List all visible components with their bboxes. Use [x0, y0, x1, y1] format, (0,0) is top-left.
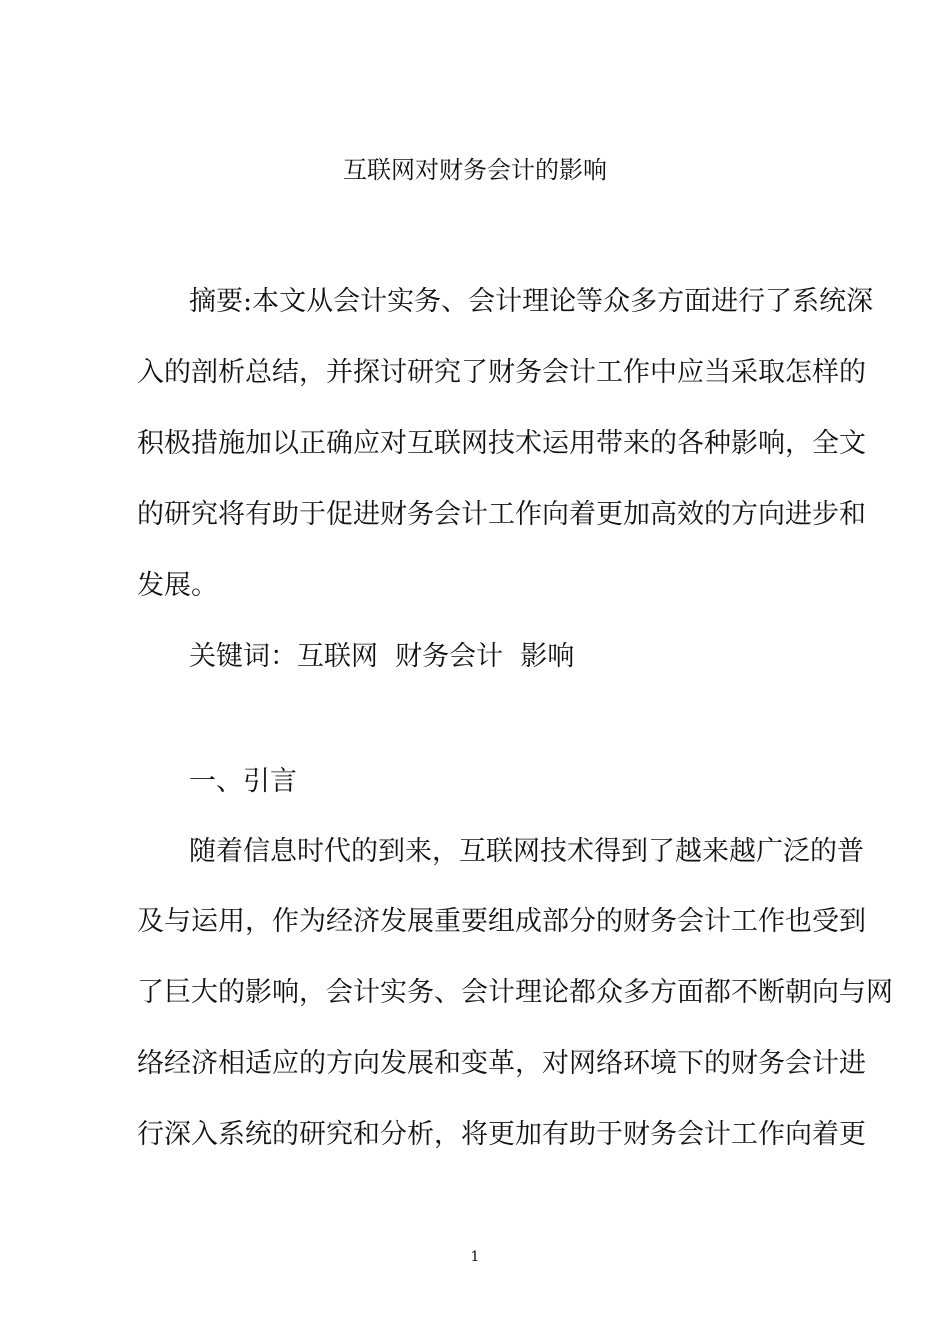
intro-line: 行深入系统的研究和分析，将更加有助于财务会计工作向着更 — [137, 1119, 866, 1150]
document-title: 互联网对财务会计的影响 — [343, 156, 607, 184]
abstract-line: 发展。 — [137, 570, 218, 601]
intro-line: 了巨大的影响，会计实务、会计理论都众多方面都不断朝向与网 — [137, 977, 893, 1008]
intro-line: 络经济相适应的方向发展和变革，对网络环境下的财务会计进 — [137, 1048, 866, 1079]
intro-line: 随着信息时代的到来，互联网技术得到了越来越广泛的普 — [189, 836, 864, 867]
abstract-line: 摘要:本文从会计实务、会计理论等众多方面进行了系统深 — [189, 286, 874, 317]
abstract-line: 入的剖析总结，并探讨研究了财务会计工作中应当采取怎样的 — [137, 357, 866, 388]
section-heading: 一、引言 — [189, 766, 297, 797]
page-number: 1 — [470, 1249, 480, 1265]
abstract-line: 积极措施加以正确应对互联网技术运用带来的各种影响，全文 — [137, 428, 866, 459]
abstract-line: 的研究将有助于促进财务会计工作向着更加高效的方向进步和 — [137, 499, 866, 530]
keywords-line: 关键词：互联网 财务会计 影响 — [189, 641, 575, 672]
intro-line: 及与运用，作为经济发展重要组成部分的财务会计工作也受到 — [137, 906, 866, 937]
